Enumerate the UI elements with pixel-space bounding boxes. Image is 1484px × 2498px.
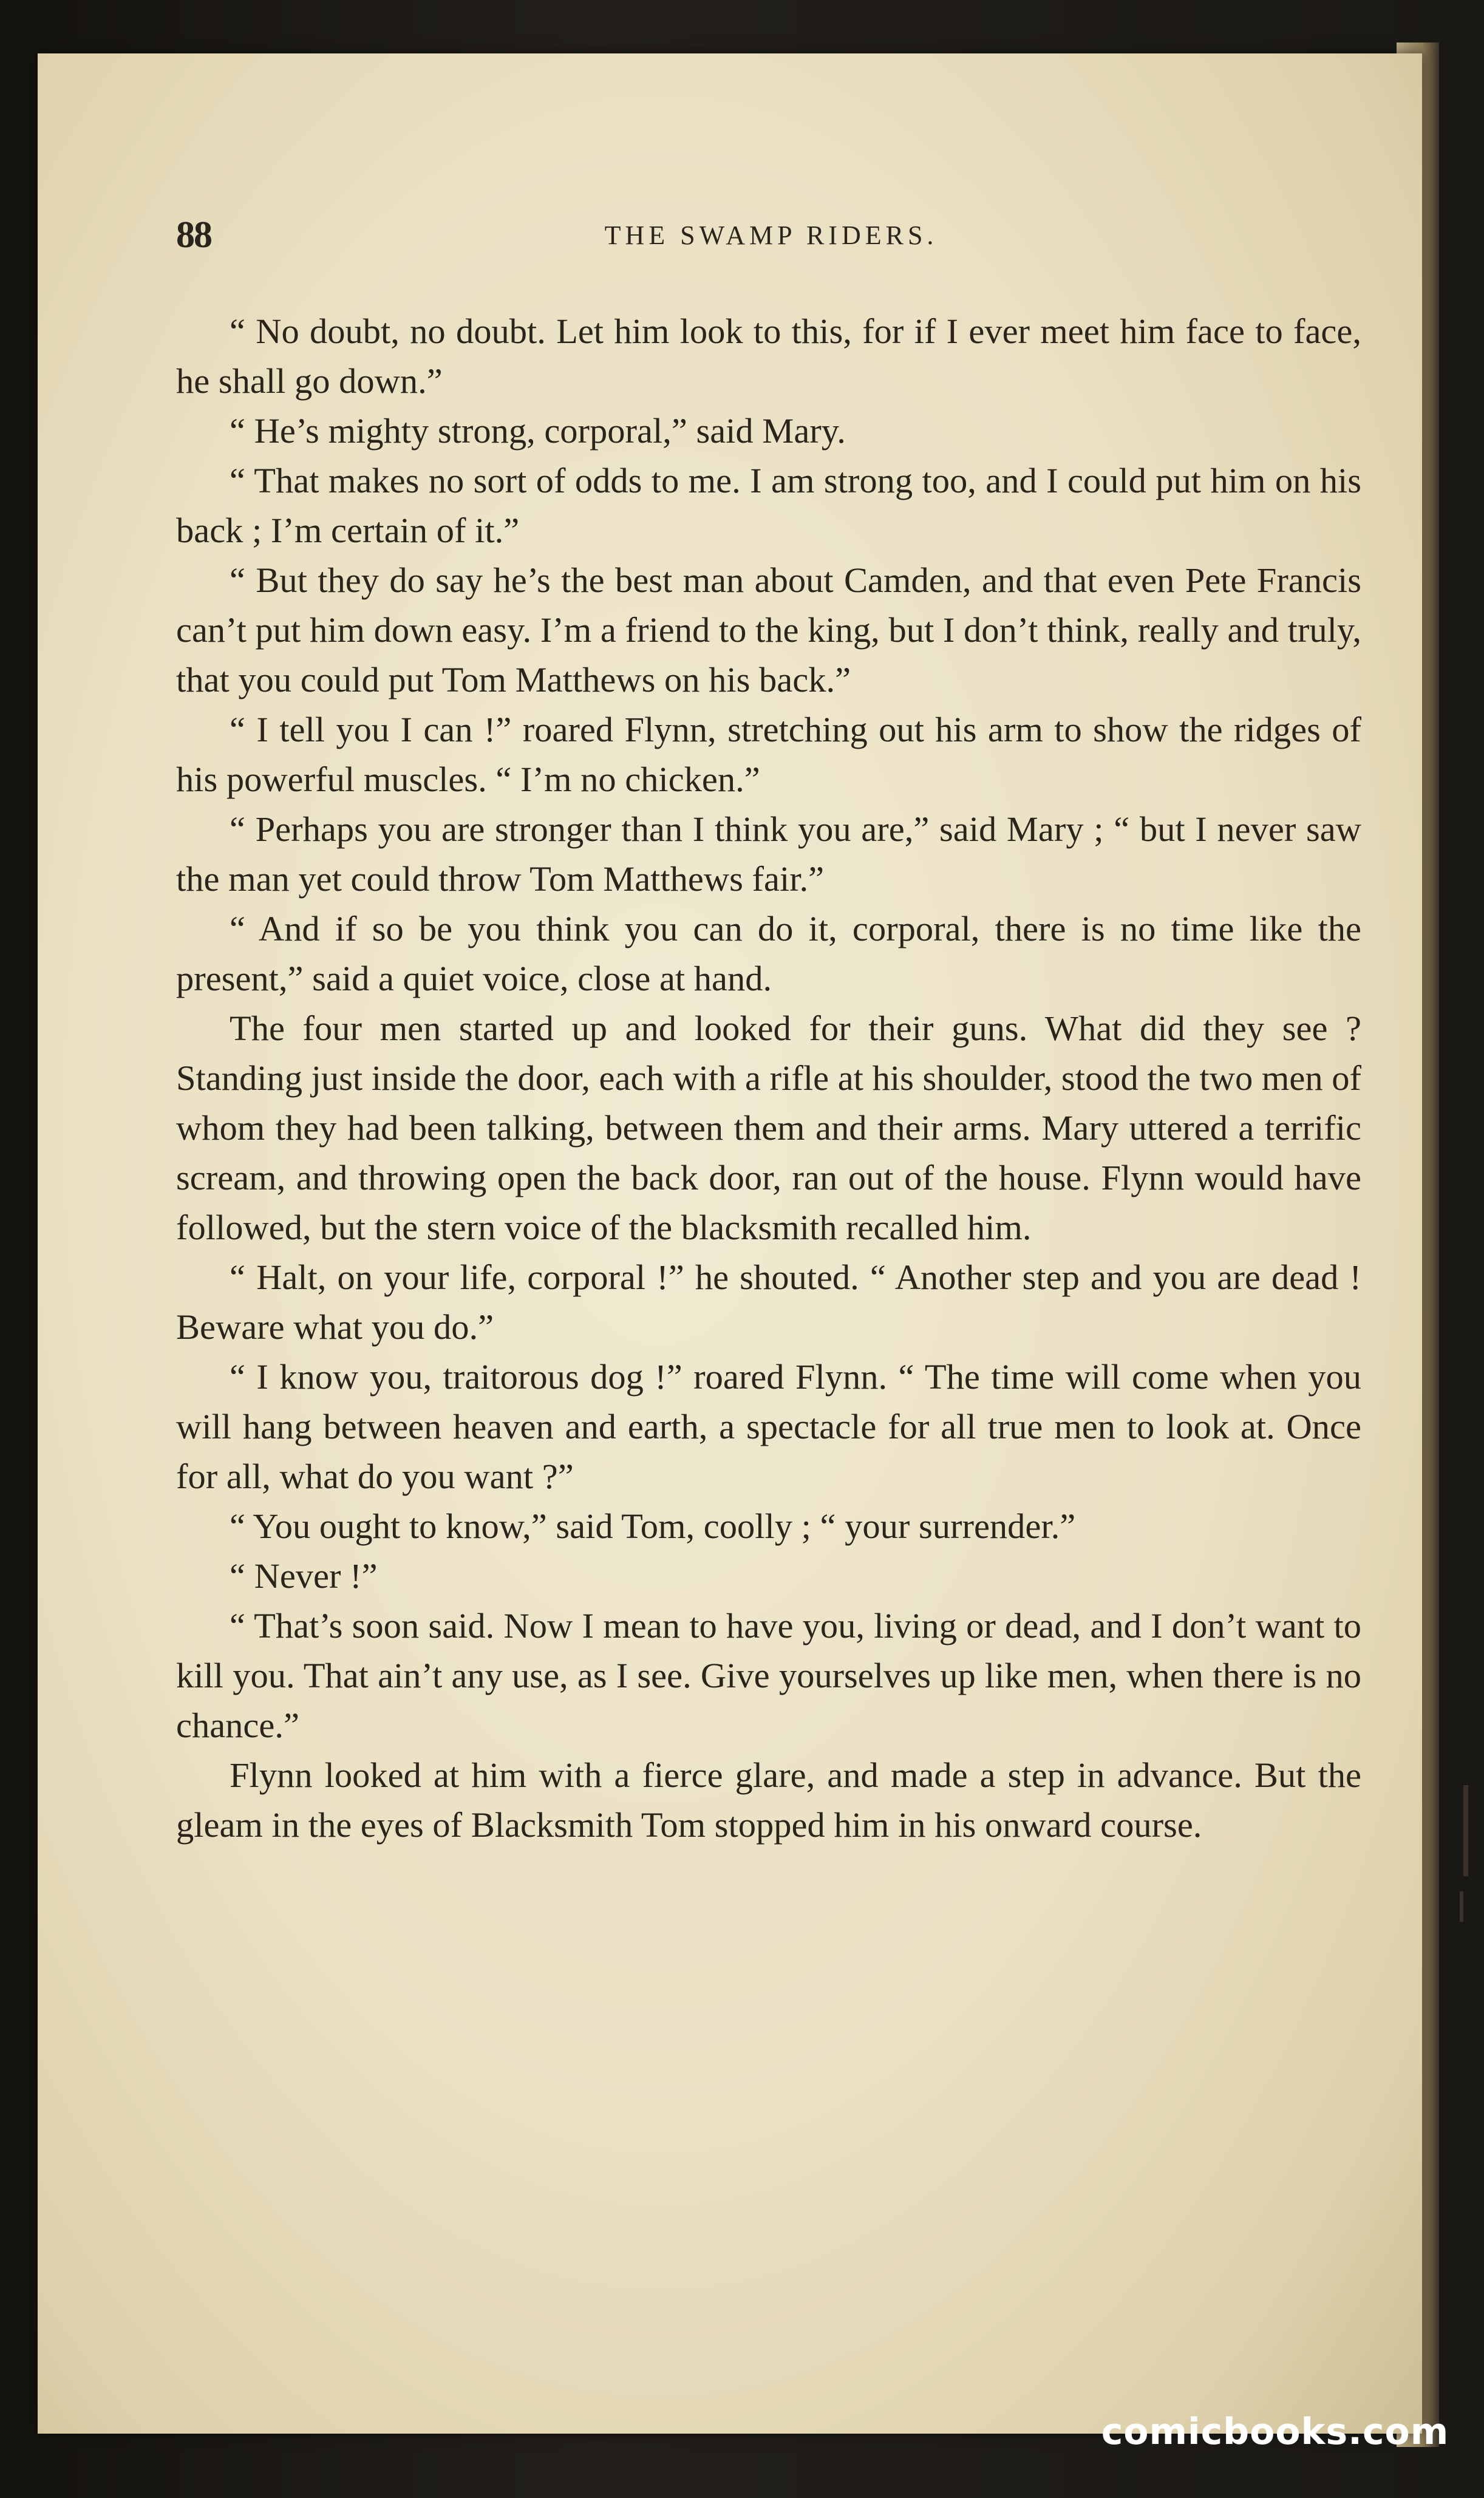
paragraph: “ You ought to know,” said Tom, coolly ; “ your surrender.” [230,1506,1076,1546]
paragraph: “ Perhaps you are stronger than I think you are,” said Mary ; “ but I never saw the man yet could throw Tom Matthews fair.” [176,809,1361,899]
body-text [176,307,1361,1850]
watermark: comicbooks.com [1101,2411,1449,2453]
running-head: THE SWAMP RIDERS. [604,220,938,250]
paragraph: Flynn looked at him with a fierce glare, and made a step in advance. But the gleam in the eyes of Blacksmith Tom stopped him in his onward course. [176,1755,1361,1845]
page-header [176,214,1366,256]
page-number: 88 [176,214,211,256]
paragraph: “ No doubt, no doubt. Let him look to this, for if I ever meet him face to face, he shall go down.” [176,311,1361,401]
margin-mark [1460,1891,1463,1922]
paragraph: “ But they do say he’s the best man about Camden, and that even Pete Francis can’t put him down easy. I’m a friend to the king, but I don’t think, really and truly, that you could put Tom Matthews on his back.” [176,560,1361,699]
margin-mark [1463,1785,1468,1876]
paragraph: The four men started up and looked for their guns. What did they see ? Standing just inside the door, each with a rifle at his shoulder, stood the two men of whom they had been talking, between them and their arms. Mary uttered a terrific scream, and throwing open the back door, ran out of the house. Flynn would have followed, but the stern voice of the blacksmith recalled him. [176,1009,1361,1247]
paragraph: “ He’s mighty strong, corporal,” said Mary. [230,411,846,451]
paragraph: “ Never !” [230,1556,378,1596]
paragraph: “ Halt, on your life, corporal !” he shouted. “ Another step and you are dead ! Beware what you do.” [176,1258,1361,1347]
paragraph: “ That’s soon said. Now I mean to have you, living or dead, and I don’t want to kill you. That ain’t any use, as I see. Give yourselves up like men, when there is no chance.” [176,1606,1361,1745]
paragraph: “ And if so be you think you can do it, corporal, there is no time like the present,” said a quiet voice, close at hand. [176,909,1361,998]
paragraph: “ That makes no sort of odds to me. I am strong too, and I could put him on his back ; I’m certain of it.” [176,461,1361,550]
paragraph: “ I tell you I can !” roared Flynn, stretching out his arm to show the ridges of his powerful muscles. “ I’m no chicken.” [176,710,1361,799]
paragraph: “ I know you, traitorous dog !” roared Flynn. “ The time will come when you will hang between heaven and earth, a spectacle for all true men to look at. Once for all, what do you want ?” [176,1357,1361,1496]
